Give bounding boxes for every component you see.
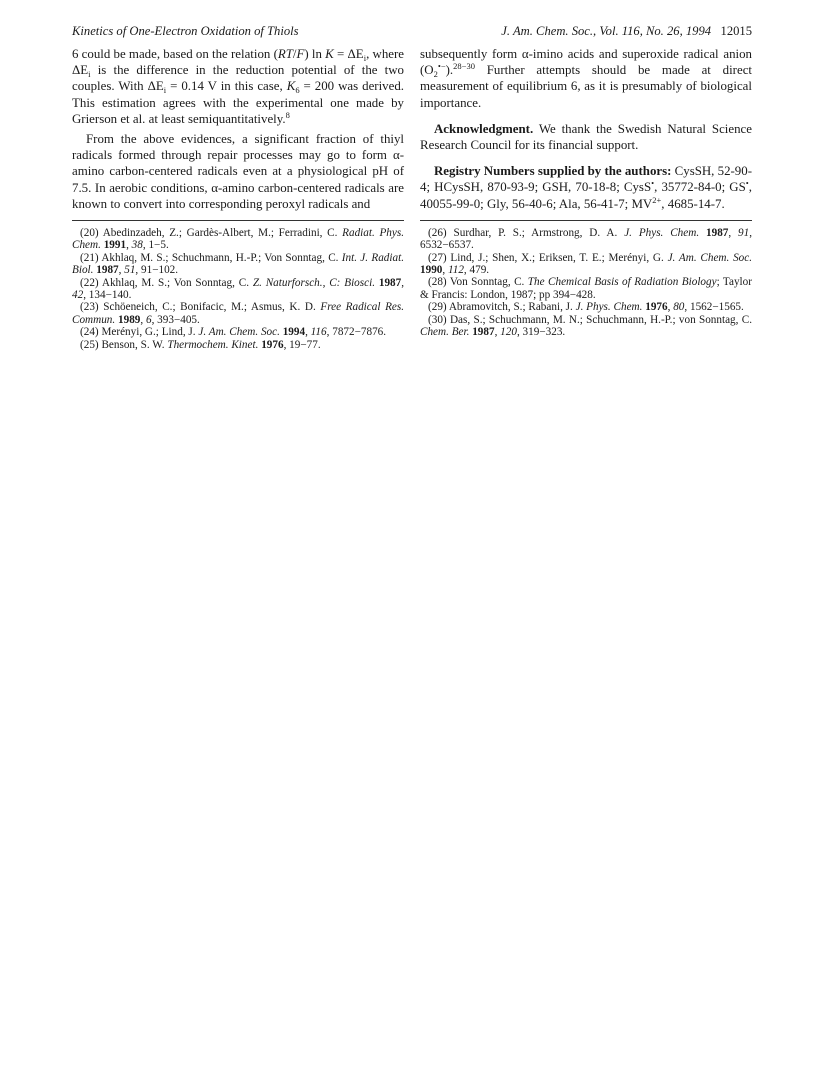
- reference-item: (25) Benson, S. W. Thermochem. Kinet. 1976, 19−77.: [80, 338, 321, 351]
- reference-item: (23) Schöeneich, C.; Bonifacic, M.; Asmus, K. D. Free Radical Res. Commun. 1989, 6, 393−405.: [72, 301, 405, 326]
- registry-heading: Registry Numbers supplied by the authors:: [434, 164, 672, 179]
- acknowledgment-heading: Acknowledgment.: [434, 121, 534, 136]
- journal-info: J. Am. Chem. Soc., Vol. 116, No. 26, 1994: [501, 24, 712, 38]
- body-paragraph: subsequently form α-imino acids and superoxide radical anion $(O_2^{•-}).^{28-30}$ Further attempts should be made at direct measurement of equilibrium 6, as it is presumably of biological importance.: [420, 47, 752, 110]
- right-column: [420, 46, 752, 338]
- reference-item: (24) Merényi, G.; Lind, J. J. Am. Chem. Soc. 1994, 116, 7872−7876.: [80, 326, 387, 339]
- page-number: 12015: [720, 24, 752, 38]
- left-column: [72, 46, 404, 351]
- body-paragraph: 6 could be made, based on the relation (RT/F) $\ln K = \Delta E_i$, where $\Delta E_i$ is the difference in the reduction potential of the two couples. With $\Delta E_i = 0.14$ V in this case, $K_6 = 200$ was derived. This estimation agrees with the experimental one made by Grierson et al. at least semiquantitatively.$^8$: [72, 47, 405, 126]
- reference-item: (27) Lind, J.; Shen, X.; Eriksen, T. E.; Merényi, G. J. Am. Chem. Soc. 1990, 112, 479.: [420, 251, 753, 277]
- reference-item: (22) Akhlaq, M. S.; Von Sonntag, C. Z. Naturforsch., C: Biosci. 1987, 42, 134−140.: [72, 276, 405, 302]
- running-title: Kinetics of One-Electron Oxidation of Thiols: [72, 24, 299, 38]
- footnote-divider: [420, 220, 752, 221]
- reference-item: (28) Von Sonntag, C. The Chemical Basis of Radiation Biology; Taylor & Francis: London, 1987; pp 394−428.: [420, 276, 752, 301]
- reference-list: [72, 227, 404, 351]
- reference-item: (21) Akhlaq, M. S.; Schuchmann, H.-P.; Von Sonntag, C. Int. J. Radiat. Biol. 1987, 51, 91−102.: [72, 251, 404, 277]
- footnote-divider: [72, 220, 404, 221]
- journal-citation: [501, 24, 752, 39]
- reference-item: (30) Das, S.; Schuchmann, M. N.; Schuchmann, H.-P.; von Sonntag, C. Chem. Ber. 1987, 120, 319−323.: [420, 313, 753, 339]
- registry-numbers: Registry Numbers supplied by the authors: CysSH, 52-90-4; HCysSH, 870-93-9; GSH, 70-18-8; CysS•, 35772-84-0; GS•, 40055-99-0; Gly, 56-40-6; Ala, 56-41-7; $MV^{2+}$, 4685-14-7.: [420, 164, 752, 211]
- reference-list: [420, 227, 752, 339]
- reference-item: (26) Surdhar, P. S.; Armstrong, D. A. J. Phys. Chem. 1987, 91, 6532−6537.: [420, 226, 753, 252]
- running-header: [72, 24, 752, 42]
- reference-item: (20) Abedinzadeh, Z.; Gardès-Albert, M.; Ferradini, C. Radiat. Phys. Chem. 1991, 38, 1−5.: [72, 227, 405, 252]
- body-paragraph: From the above evidences, a significant fraction of thiyl radicals formed through repair processes may go to form α-amino carbon-centered radicals even at a physiological pH of 7.5. In aerobic conditions, α-amino carbon-centered radicals are known to convert into corresponding peroxyl radicals and: [72, 132, 404, 211]
- reference-item: (29) Abramovitch, S.; Rabani, J. J. Phys. Chem. 1976, 80, 1562−1565.: [428, 301, 744, 314]
- acknowledgment: Acknowledgment. We thank the Swedish Natural Science Research Council for its financial support.: [420, 121, 752, 153]
